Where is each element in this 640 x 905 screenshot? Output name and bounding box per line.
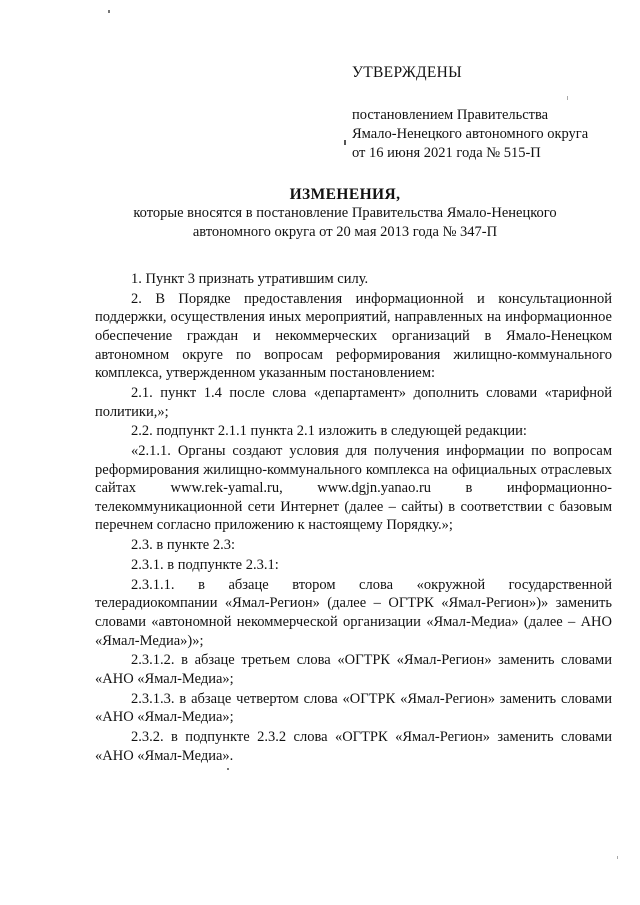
- scan-speck: [344, 140, 346, 145]
- scan-speck: [227, 768, 229, 770]
- approval-line-2: Ямало-Ненецкого автономного округа: [352, 126, 589, 142]
- paragraph-1: 1. Пункт 3 признать утратившим силу.: [131, 271, 369, 287]
- paragraph-2-3-1-1: 2.3.1.1. в абзаце втором слова «окружной государственной телерадиокомпании «Ямал-Регион» (далее – ОГТРК «Ямал-Регион»)» заменить словами «автономной некоммерческой организации «Ямал-Медиа» (далее – АНО «Ямал-Медиа»)»;: [95, 576, 612, 649]
- paragraph-2-3: 2.3. в пункте 2.3:: [131, 537, 236, 554]
- paragraph-2-3-2: 2.3.2. в подпункте 2.3.2 слова «ОГТРК «Ямал-Регион» заменить словами «АНО «Ямал-Медиа».: [95, 729, 612, 764]
- paragraph-2-3-1-2: 2.3.1.2. в абзаце третьем слова «ОГТРК «Ямал-Регион» заменить словами «АНО «Ямал-Медиа»;: [95, 652, 612, 687]
- paragraph-2-1-1-quote: «2.1.1. Органы создают условия для получения информации по вопросам реформирования жилищно-коммунального комплекса на официальных отраслевых сайтах www.rek-yamal.ru, www.dgjn.yanao.ru в информационно-телекоммуникационной сети Интернет (далее – сайты) в соответствии с базовым перечнем согласно приложению к настоящему Порядку.»;: [95, 443, 612, 534]
- paragraph-2-1: 2.1. пункт 1.4 после слова «департамент» дополнить словами «тарифной политики,»;: [95, 384, 612, 420]
- scan-speck: [617, 856, 618, 859]
- paragraph-2-3-1: 2.3.1. в подпункте 2.3.1:: [131, 557, 279, 574]
- document-body: [95, 270, 612, 767]
- document-heading: [0, 186, 640, 242]
- approval-block: [352, 64, 622, 163]
- heading-subtitle-line-2: автономного округа от 20 мая 2013 года № 347-П: [192, 224, 498, 240]
- heading-title: ИЗМЕНЕНИЯ,: [289, 186, 401, 203]
- paragraph-2-3-1-3: 2.3.1.3. в абзаце четвертом слова «ОГТРК «Ямал-Регион» заменить словами «АНО «Ямал-Медиа»;: [95, 690, 612, 726]
- scan-speck: [108, 10, 110, 13]
- approval-line-3: от 16 июня 2021 года № 515-П: [352, 145, 541, 161]
- heading-subtitle-line-1: которые вносятся в постановление Правительства Ямало-Ненецкого: [133, 205, 557, 221]
- approval-title: УТВЕРЖДЕНЫ: [352, 64, 462, 81]
- scan-speck: [567, 96, 568, 100]
- paragraph-2: 2. В Порядке предоставления информационной и консультационной поддержки, осуществления иных мероприятий, направленных на информационное обеспечение граждан и некоммерческих организаций в Ямало-Ненецком автономном округе по вопросам реформирования жилищно-коммунального комплекса, утвержденном указанным постановлением:: [95, 290, 612, 382]
- paragraph-2-2: 2.2. подпункт 2.1.1 пункта 2.1 изложить в следующей редакции:: [131, 423, 527, 440]
- approval-line-1: постановлением Правительства: [352, 107, 549, 123]
